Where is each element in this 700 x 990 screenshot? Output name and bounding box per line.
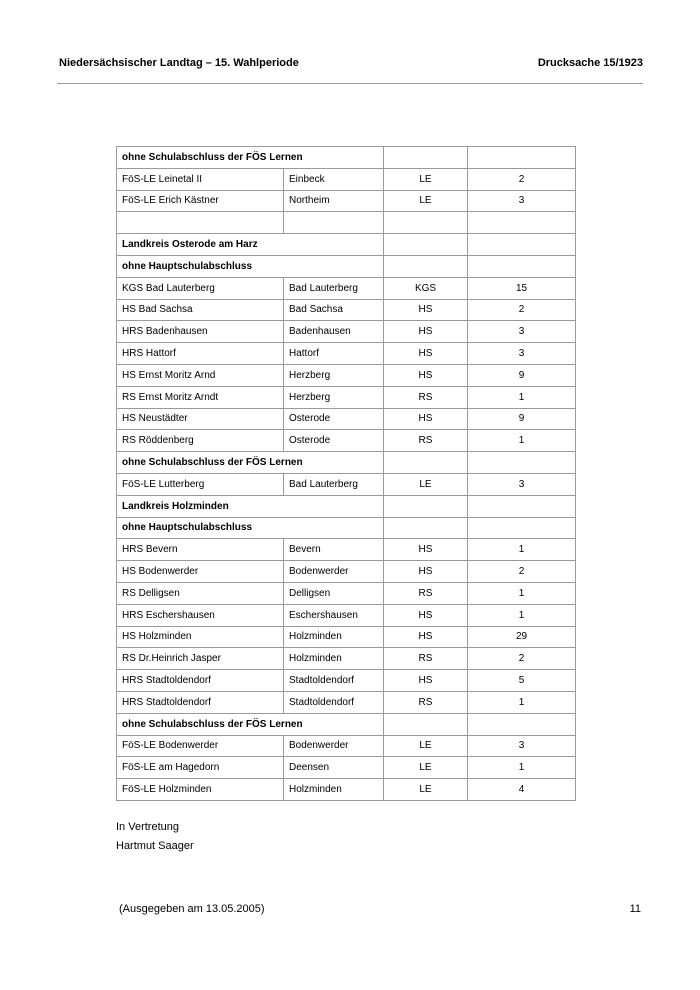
count-cell: 1 [468,691,576,713]
document-number: Drucksache 15/1923 [537,57,643,69]
empty-cell [384,255,468,277]
section-heading: Landkreis Osterode am Harz [117,234,384,256]
table-row [117,582,576,604]
count-cell: 2 [468,299,576,321]
school-type-cell: LE [384,757,468,779]
school-cell: HS Holzminden [117,626,284,648]
school-type-cell: HS [384,626,468,648]
table-row [117,648,576,670]
empty-cell [468,713,576,735]
empty-cell [468,147,576,169]
location-cell: Osterode [284,430,384,452]
school-cell: RS Delligsen [117,582,284,604]
location-cell: Holzminden [284,626,384,648]
school-cell: FöS-LE Lutterberg [117,473,284,495]
school-cell: FöS-LE Erich Kästner [117,190,284,212]
school-type-cell: HS [384,364,468,386]
empty-cell [384,713,468,735]
count-cell: 1 [468,430,576,452]
section-heading: ohne Hauptschulabschluss [117,255,384,277]
count-cell: 2 [468,561,576,583]
section-row [117,234,576,256]
empty-cell [384,517,468,539]
table-row [117,364,576,386]
school-type-cell: LE [384,735,468,757]
location-cell: Einbeck [284,168,384,190]
school-cell: HS Bodenwerder [117,561,284,583]
table-row [117,299,576,321]
section-heading: ohne Schulabschluss der FÖS Lernen [117,452,384,474]
location-cell: Deensen [284,757,384,779]
location-cell: Eschershausen [284,604,384,626]
table-row [117,168,576,190]
school-type-cell: HS [384,604,468,626]
school-type-cell: LE [384,168,468,190]
count-cell: 3 [468,735,576,757]
section-heading: ohne Hauptschulabschluss [117,517,384,539]
section-row [117,517,576,539]
issue-date: (Ausgegeben am 13.05.2005) [119,903,265,915]
empty-cell [468,212,576,234]
empty-cell [284,212,384,234]
school-cell: FöS-LE Bodenwerder [117,735,284,757]
table-row [117,321,576,343]
location-cell: Northeim [284,190,384,212]
table-row [117,670,576,692]
empty-cell [384,495,468,517]
table-row [117,408,576,430]
count-cell: 5 [468,670,576,692]
count-cell: 1 [468,582,576,604]
location-cell: Badenhausen [284,321,384,343]
table-row [117,386,576,408]
table-row [117,779,576,801]
school-type-cell: RS [384,386,468,408]
school-cell: HS Ernst Moritz Arnd [117,364,284,386]
location-cell: Delligsen [284,582,384,604]
empty-cell [384,234,468,256]
location-cell: Bodenwerder [284,561,384,583]
empty-cell [384,212,468,234]
schools-table [116,146,576,801]
header-divider [57,83,643,84]
header-title: Niedersächsischer Landtag – 15. Wahlperiode [59,57,299,69]
blank-row [117,212,576,234]
school-cell: HRS Stadtoldendorf [117,691,284,713]
table-row [117,473,576,495]
school-type-cell: HS [384,561,468,583]
section-heading: Landkreis Holzminden [117,495,384,517]
school-cell: FöS-LE Holzminden [117,779,284,801]
school-type-cell: HS [384,670,468,692]
count-cell: 3 [468,473,576,495]
count-cell: 9 [468,364,576,386]
count-cell: 1 [468,604,576,626]
empty-cell [468,517,576,539]
empty-cell [468,452,576,474]
count-cell: 1 [468,757,576,779]
school-cell: HRS Hattorf [117,343,284,365]
location-cell: Osterode [284,408,384,430]
location-cell: Bad Lauterberg [284,277,384,299]
count-cell: 4 [468,779,576,801]
school-type-cell: LE [384,779,468,801]
school-type-cell: HS [384,321,468,343]
school-cell: RS Dr.Heinrich Jasper [117,648,284,670]
section-heading: ohne Schulabschluss der FÖS Lernen [117,147,384,169]
school-type-cell: HS [384,539,468,561]
count-cell: 3 [468,343,576,365]
location-cell: Hattorf [284,343,384,365]
empty-cell [468,234,576,256]
table-row [117,561,576,583]
school-cell: FöS-LE am Hagedorn [117,757,284,779]
location-cell: Bad Sachsa [284,299,384,321]
location-cell: Bad Lauterberg [284,473,384,495]
table-row [117,604,576,626]
school-cell: RS Ernst Moritz Arndt [117,386,284,408]
school-cell: FöS-LE Leinetal II [117,168,284,190]
table-row [117,190,576,212]
table-row [117,277,576,299]
section-row [117,713,576,735]
school-type-cell: HS [384,299,468,321]
table-row [117,626,576,648]
location-cell: Bodenwerder [284,735,384,757]
school-cell: HS Neustädter [117,408,284,430]
location-cell: Bevern [284,539,384,561]
school-type-cell: HS [384,408,468,430]
school-type-cell: RS [384,648,468,670]
location-cell: Stadtoldendorf [284,691,384,713]
section-row [117,255,576,277]
school-type-cell: KGS [384,277,468,299]
count-cell: 15 [468,277,576,299]
count-cell: 3 [468,321,576,343]
school-cell: HRS Eschershausen [117,604,284,626]
empty-cell [468,495,576,517]
table-row [117,539,576,561]
count-cell: 2 [468,168,576,190]
signature-line-1: In Vertretung [116,821,179,833]
section-row [117,452,576,474]
school-type-cell: RS [384,430,468,452]
empty-cell [117,212,284,234]
signature-name: Hartmut Saager [116,840,194,852]
count-cell: 2 [468,648,576,670]
location-cell: Holzminden [284,779,384,801]
school-type-cell: HS [384,343,468,365]
school-type-cell: RS [384,691,468,713]
count-cell: 9 [468,408,576,430]
count-cell: 3 [468,190,576,212]
school-type-cell: RS [384,582,468,604]
school-cell: HRS Bevern [117,539,284,561]
school-cell: KGS Bad Lauterberg [117,277,284,299]
school-cell: HRS Badenhausen [117,321,284,343]
count-cell: 1 [468,539,576,561]
school-cell: HS Bad Sachsa [117,299,284,321]
table-row [117,430,576,452]
school-type-cell: LE [384,473,468,495]
school-cell: HRS Stadtoldendorf [117,670,284,692]
count-cell: 29 [468,626,576,648]
empty-cell [384,147,468,169]
table-row [117,757,576,779]
empty-cell [384,452,468,474]
section-row [117,147,576,169]
location-cell: Stadtoldendorf [284,670,384,692]
page-number: 11 [629,903,641,915]
location-cell: Herzberg [284,364,384,386]
location-cell: Herzberg [284,386,384,408]
count-cell: 1 [468,386,576,408]
school-type-cell: LE [384,190,468,212]
section-row [117,495,576,517]
table-row [117,735,576,757]
school-cell: RS Röddenberg [117,430,284,452]
location-cell: Holzminden [284,648,384,670]
table-row [117,691,576,713]
section-heading: ohne Schulabschluss der FÖS Lernen [117,713,384,735]
table-row [117,343,576,365]
empty-cell [468,255,576,277]
